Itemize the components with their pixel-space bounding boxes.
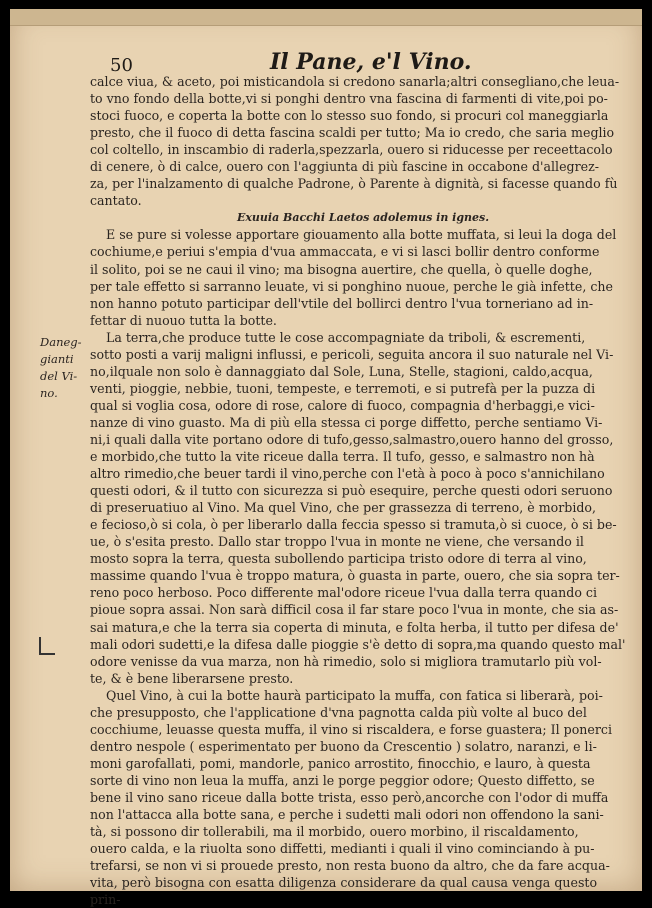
marginal-note xyxy=(40,334,96,402)
page-number: 50 xyxy=(110,55,133,76)
text-line: sai matura,e che la terra sia coperta di minuta, e folta herba, il tutto per difesa de' xyxy=(90,619,619,635)
text-line: ue, ò s'esita presto. Dallo star troppo l'vua in monte ne viene, che versando il xyxy=(90,534,584,550)
text-line: trefarsi, se non vi si prouede presto, non resta buono da altro, che da fare acqua- xyxy=(90,858,610,874)
text-line: reno poco herboso. Poco differente mal'odore riceue l'vua dalla terra quando ci xyxy=(90,585,597,601)
marginal-note-line: no. xyxy=(40,386,58,400)
text-line: di preseruatiuo al Vino. Ma quel Vino, che per grassezza di terreno, è morbido, xyxy=(90,500,596,516)
text-line: di cenere, ò di calce, ouero con l'aggiunta di più fascine in occabone d'allegrez- xyxy=(90,159,599,175)
text-line: ni,i quali dalla vite portano odore di tufo,gesso,salmastro,ouero hanno del grosso, xyxy=(90,431,614,447)
text-line: sorte di vino non leua la muffa, anzi le porge peggior odore; Questo diffetto, se xyxy=(90,772,595,788)
text-line: vita, però bisogna con esatta diligenza considerare da qual causa venga questo xyxy=(90,875,598,891)
text-line: moni garofallati, pomi, mandorle, panico arrostito, finocchio, e lauro, à questa xyxy=(90,755,591,771)
marginal-note-line: del Vi- xyxy=(40,369,78,383)
text-line: non l'attacca alla botte sana, e perche i sudetti mali odori non offendono la sani- xyxy=(90,807,604,823)
text-line: ouero calda, e la riuolta sono diffetti, medianti i quali il vino cominciando à pu- xyxy=(90,841,595,857)
text-line: col coltello, in inscambio di raderla,spezzarla, ouero si riducesse per receettacolo xyxy=(90,142,613,158)
text-line: za, per l'inalzamento di qualche Padrone, ò Parente à dignità, si facesse quando fù xyxy=(90,176,618,192)
text-line: nanze di vino guasto. Ma di più ella stessa ci porge diffetto, perche sentiamo Vi- xyxy=(90,414,603,430)
motto-line: Exuuia Bacchi Laetos adolemus in ignes. xyxy=(236,211,490,225)
text-line: qual si voglia cosa, odore di rose, calore di fuoco, compagnia d'herbaggi,e vici- xyxy=(90,397,595,413)
book-page xyxy=(10,9,642,908)
marginal-note-line: Daneg- xyxy=(40,335,82,349)
text-line: cocchiume, leuasse questa muffa, il vino si riscaldera, e forse guastera; Il ponerci xyxy=(90,721,612,737)
text-line: che presupposto, che l'applicatione d'vna pagnotta calda più volte al buco del xyxy=(90,704,587,720)
body-text xyxy=(90,73,636,908)
text-line: E se pure si volesse apportare giouamento alla botte muffata, si leui la doga del xyxy=(106,227,617,243)
text-line: dentro nespole ( esperimentato per buono da Crescentio ) solatro, naranzi, e li- xyxy=(90,738,597,754)
text-line: tà, si possono dir tollerabili, ma il morbido, ouero morbino, il riscaldamento, xyxy=(90,824,579,840)
text-line: massime quando l'vua è troppo matura, ò guasta in parte, ouero, che sia sopra ter- xyxy=(90,568,620,584)
text-line: e fecioso,ò si cola, ò per liberarlo dalla feccia spesso si tramuta,ò si cuoce, ò si be- xyxy=(90,517,617,533)
text-line: altro rimedio,che beuer tardi il vino,perche con l'età à poco à poco s'annichilano xyxy=(90,466,605,482)
text-line: te, & è bene liberarsene presto. xyxy=(90,670,294,686)
text-line: cantato. xyxy=(90,193,142,209)
marginal-note-line: gianti xyxy=(40,352,74,366)
text-line: fettar di nuouo tutta la botte. xyxy=(90,312,277,328)
text-line: venti, pioggie, nebbie, tuoni, tempeste, e terremoti, e si putrefà per la puzza di xyxy=(90,380,596,396)
text-line: mali odori sudetti,e la difesa dalle pioggie s'è detto di sopra,ma quando questo mal' xyxy=(90,636,626,652)
page-top-band xyxy=(10,9,642,26)
text-line: e morbido,che tutto la vite riceue dalla terra. Il tufo, gesso, e salmastro non hà xyxy=(90,449,595,465)
text-line: presto, che il fuoco di detta fascina scaldi per tutto; Ma io credo, che saria meglio xyxy=(90,125,615,141)
text-line: non hanno potuto participar dell'vtile del bollirci dentro l'vua torneriano ad in- xyxy=(90,295,594,311)
text-line: odore venisse da vua marza, non hà rimedio, solo si migliora tramutarlo più vol- xyxy=(90,653,602,669)
text-line: sotto posti a varij maligni influssi, e pericoli, seguita ancora il suo naturale nel Vi- xyxy=(90,346,614,362)
text-line: il solito, poi se ne caui il vino; ma bisogna auertire, che quella, ò quelle doghe, xyxy=(90,261,593,277)
text-line: pioue sopra assai. Non sarà difficil cosa il far stare poco l'vua in monte, che sia as- xyxy=(90,602,619,618)
text-line: stoci fuoco, e coperta la botte con lo stesso suo fondo, si procuri col maneggiarla xyxy=(90,108,609,124)
text-line: Quel Vino, à cui la botte haurà participato la muffa, con fatica si liberarà, poi- xyxy=(106,687,603,703)
text-line: mosto sopra la terra, questa subollendo participa tristo odore di terra al vino, xyxy=(90,551,587,567)
text-line: no,ilquale non solo è dannaggiato dal Sole, Luna, Stelle, stagioni, caldo,acqua, xyxy=(90,363,593,379)
text-line: questi odori, & il tutto con sicurezza si può esequire, perche questi odori seruono xyxy=(90,483,613,499)
text-line: prin- xyxy=(90,892,121,908)
text-line: cochiume,e periui s'empia d'vua ammaccata, e vi si lasci bollir dentro conforme xyxy=(90,244,600,260)
running-title: Il Pane, e'l Vino. xyxy=(270,49,472,75)
text-line: per tale effetto si sarranno leuate, vi si ponghino nuoue, perche le già infette, che xyxy=(90,278,613,294)
text-line: bene il vino sano riceue dalla botte trista, esso però,ancorche con l'odor di muffa xyxy=(90,789,609,805)
corner-mark xyxy=(39,637,55,655)
text-line: to vno fondo della botte,vi si ponghi dentro vna fascina di farmenti di vite,poi po- xyxy=(90,91,608,107)
text-line: La terra,che produce tutte le cose accompagniate da triboli, & escrementi, xyxy=(106,329,586,345)
text-line: calce viua, & aceto, poi misticandola si credono sanarla;altri consegliano,che leua- xyxy=(90,74,620,89)
